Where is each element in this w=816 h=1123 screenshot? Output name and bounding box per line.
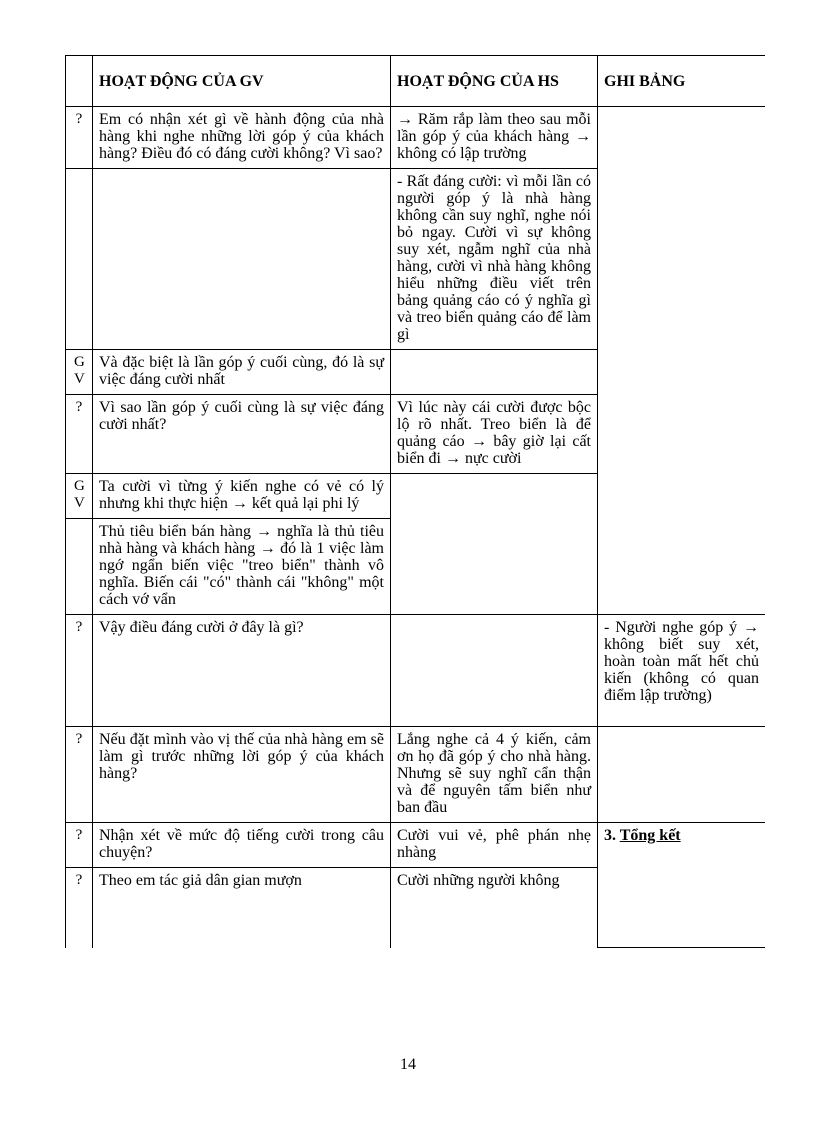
- header-teacher-activity: HOẠT ĐỘNG CỦA GV: [93, 56, 391, 107]
- board-notes-cell: [598, 727, 766, 823]
- row-mark: ?: [66, 727, 93, 823]
- table-row: [66, 727, 766, 823]
- teacher-activity-cell: Nếu đặt mình vào vị thế của nhà hàng em sẽ làm gì trước những lời góp ý của khách hàng?: [93, 727, 391, 823]
- table-row: [66, 107, 766, 169]
- teacher-activity-cell: Vì sao lần góp ý cuối cùng là sự việc đáng cười nhất?: [93, 395, 391, 474]
- student-activity-cell: Cười những người không: [391, 868, 598, 948]
- table-header-row: [66, 56, 766, 107]
- row-mark: ?: [66, 868, 93, 948]
- student-activity-cell: [391, 474, 598, 615]
- teacher-activity-cell: [93, 169, 391, 350]
- teacher-activity-cell: Theo em tác giả dân gian mượn: [93, 868, 391, 948]
- row-mark: ?: [66, 823, 93, 868]
- board-notes-cell: - Người nghe góp ý → không biết suy xét, hoàn toàn mất hết chủ kiến (không có quan điểm lập trường): [598, 615, 766, 727]
- lesson-plan-table: [65, 55, 765, 948]
- row-mark: GV: [66, 474, 93, 519]
- teacher-activity-cell: Và đặc biệt là lần góp ý cuối cùng, đó là sự việc đáng cười nhất: [93, 350, 391, 395]
- teacher-activity-cell: Thủ tiêu biển bán hàng → nghĩa là thủ tiêu nhà hàng và khách hàng → đó là 1 việc làm ngớ ngẩn biến việc "treo biển" thành vô nghĩa. Biến cái "có" thành cái "không" một cách vớ vẩn: [93, 519, 391, 615]
- row-mark: GV: [66, 350, 93, 395]
- row-mark: ?: [66, 615, 93, 727]
- header-board-notes: GHI BẢNG: [598, 56, 766, 107]
- header-mark-cell: [66, 56, 93, 107]
- teacher-activity-cell: Em có nhận xét gì về hành động của nhà hàng khi nghe những lời góp ý của khách hàng? Điều đó có đáng cười không? Vì sao?: [93, 107, 391, 169]
- section-title: Tổng kết: [619, 827, 681, 844]
- student-activity-cell: → Răm rắp làm theo sau mỗi lần góp ý của khách hàng → không có lập trường: [391, 107, 598, 169]
- row-mark: [66, 169, 93, 350]
- student-activity-cell: Lắng nghe cả 4 ý kiến, cảm ơn họ đã góp ý cho nhà hàng. Nhưng sẽ suy nghĩ cẩn thận và để nguyên tấm biển như ban đầu: [391, 727, 598, 823]
- student-activity-cell: [391, 615, 598, 727]
- teacher-activity-cell: Nhận xét về mức độ tiếng cười trong câu chuyện?: [93, 823, 391, 868]
- section-number: 3.: [604, 827, 620, 844]
- student-activity-cell: [391, 350, 598, 395]
- teacher-activity-cell: Vậy điều đáng cười ở đây là gì?: [93, 615, 391, 727]
- row-mark: ?: [66, 395, 93, 474]
- table-row: [66, 615, 766, 727]
- student-activity-cell: - Rất đáng cười: vì mỗi lần có người góp ý là nhà hàng không cần suy nghĩ, nghe nói bỏ ngay. Cười vì sự không suy xét, ngẫm nghĩ của nhà hàng, cười vì nhà hàng không hiểu những điều viết trên bảng quảng cáo có ý nghĩa gì và treo biển quảng cáo để làm gì: [391, 169, 598, 350]
- student-activity-cell: Cười vui vẻ, phê phán nhẹ nhàng: [391, 823, 598, 868]
- row-mark: ?: [66, 107, 93, 169]
- row-mark: [66, 519, 93, 615]
- student-activity-cell: Vì lúc này cái cười được bộc lộ rõ nhất. Treo biển là để quảng cáo → bây giờ lại cất biển đi → nực cười: [391, 395, 598, 474]
- board-notes-cell: [598, 107, 766, 615]
- header-student-activity: HOẠT ĐỘNG CỦA HS: [391, 56, 598, 107]
- lesson-table-container: [65, 55, 765, 1049]
- teacher-activity-cell: Ta cười vì từng ý kiến nghe có vẻ có lý nhưng khi thực hiện → kết quả lại phi lý: [93, 474, 391, 519]
- table-row: [66, 823, 766, 868]
- board-notes-cell: [598, 823, 766, 948]
- page-number: 14: [400, 1056, 416, 1073]
